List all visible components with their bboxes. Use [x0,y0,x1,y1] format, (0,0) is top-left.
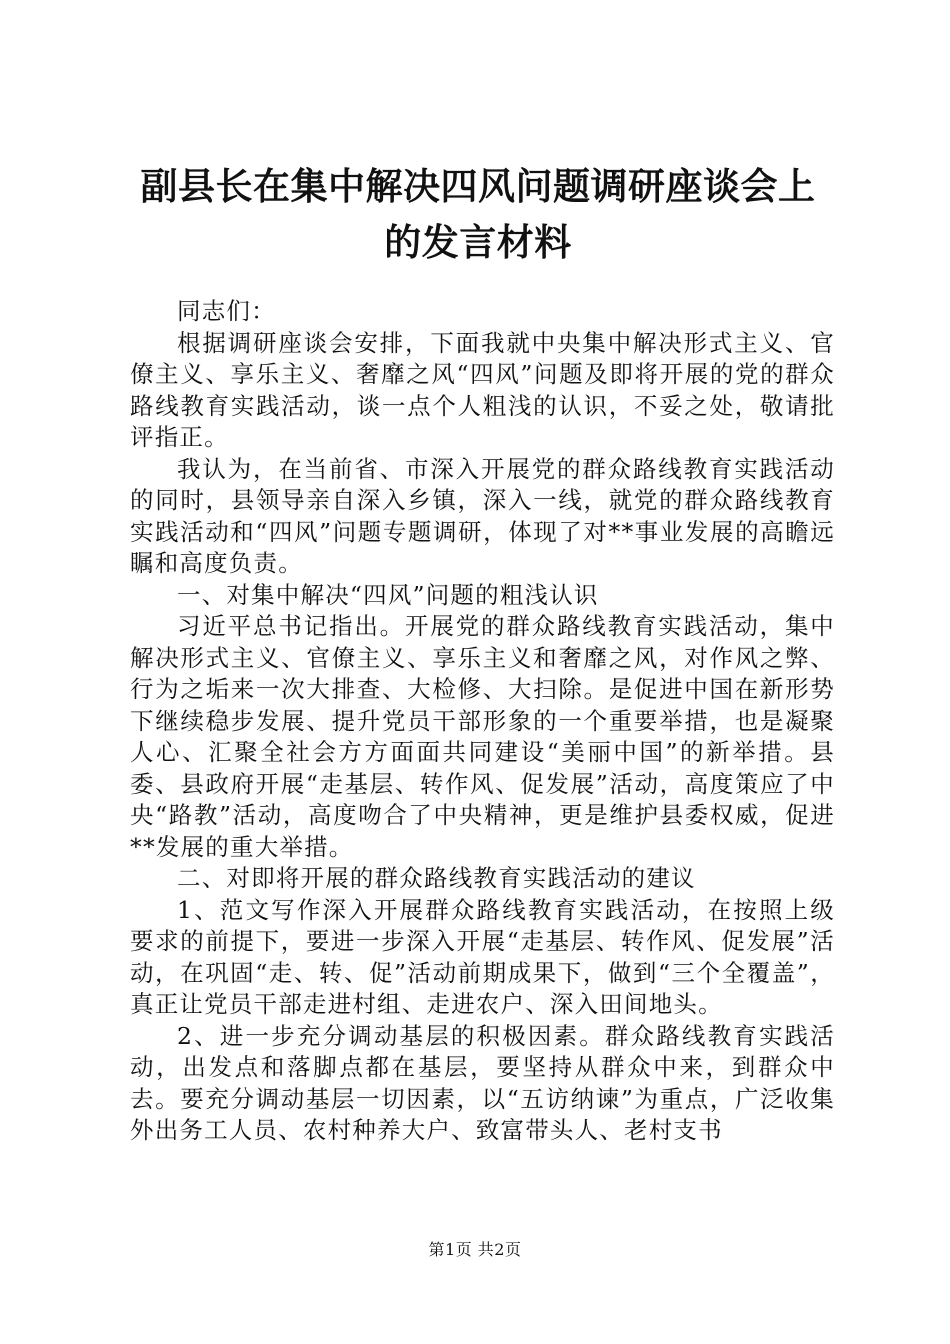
paragraph: 我认为，在当前省、市深入开展党的群众路线教育实践活动的同时，县领导亲自深入乡镇，深入一线，就党的群众路线教育实践活动和“四风”问题专题调研，体现了对**事业发展的高瞻远瞩和高度负责。 [130,454,835,577]
section-heading: 二、对即将开展的群众路线教育实践活动的建议 [177,864,696,892]
paragraph: 习近平总书记指出。开展党的群众路线教育实践活动，集中解决形式主义、官僚主义、享乐主义和奢靡之风，对作风之弊、行为之垢来一次大排查、大检修、大扫除。是促进中国在新形势下继续稳步发展、提升党员干部形象的一个重要举措，也是凝聚人心、汇聚全社会方方面面共同建设“美丽中国”的新举措。县委、县政府开展“走基层、转作风、促发展”活动，高度策应了中央“路教”活动，高度吻合了中央精神，更是维护县委权威，促进**发展的重大举措。 [130,612,835,861]
page-number: 第1页 共2页 [428,1240,522,1259]
paragraph: 根据调研座谈会安排，下面我就中央集中解决形式主义、官僚主义、享乐主义、奢靡之风“四风”问题及即将开展的党的群众路线教育实践活动，谈一点个人粗浅的认识，不妥之处，敬请批评指正。 [130,328,835,451]
document-title: 副县长在集中解决四风问题调研座谈会上的发言材料 [140,164,816,264]
document-body [130,296,835,1147]
section-heading: 一、对集中解决“四风”问题的粗浅认识 [177,580,599,609]
paragraph-salutation: 同志们： [177,297,276,325]
paragraph: 2、进一步充分调动基层的积极因素。群众路线教育实践活动，出发点和落脚点都在基层，要坚持从群众中来，到群众中去。要充分调动基层一切因素，以“五访纳谏”为重点，广泛收集外出务工人员、农村种养大户、致富带头人、老村支书 [130,1021,835,1144]
paragraph: 1、范文写作深入开展群众路线教育实践活动，在按照上级要求的前提下，要进一步深入开展“走基层、转作风、促发展”活动，在巩固“走、转、促”活动前期成果下，做到“三个全覆盖”，真正让党员干部走进村组、走进农户、深入田间地头。 [130,895,835,1018]
